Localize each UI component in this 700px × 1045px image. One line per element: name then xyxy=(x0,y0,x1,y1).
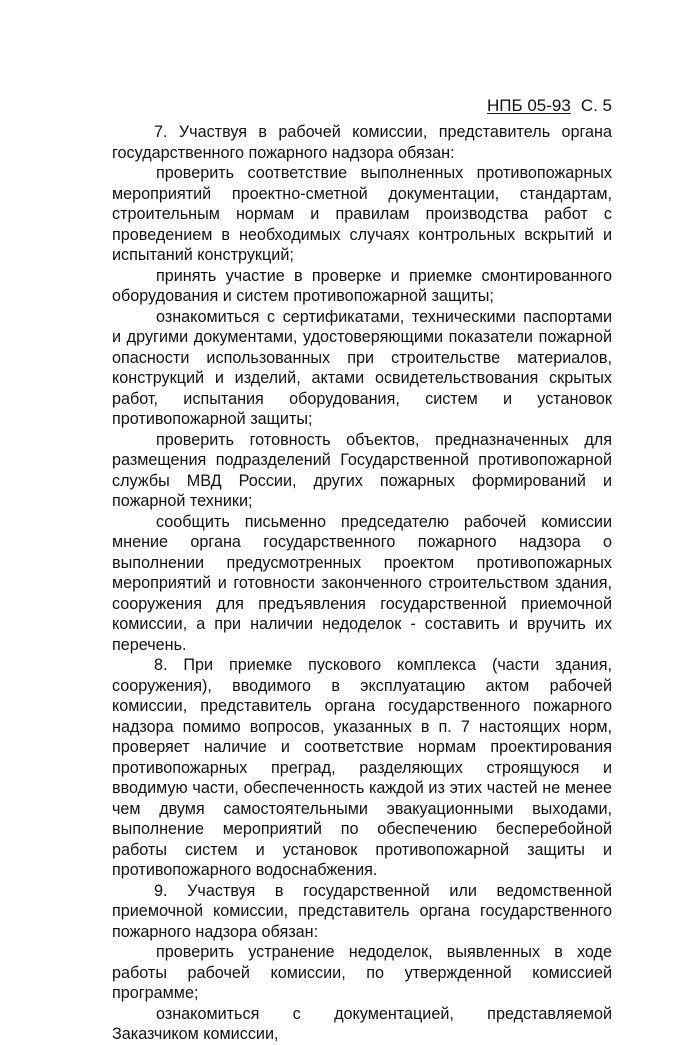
paragraph-7-item-1: проверить соответствие выполненных противопожарных мероприятий проектно-сметной документации, стандартам, строительным нормам и правилам производства работ с проведением в необходимых случаях контрольных вскрытий и испытаний конструкций; xyxy=(112,164,612,264)
paragraph-9: 9. Участвуя в государственной или ведомственной приемочной комиссии, представитель органа государственного пожарного надзора обязан: xyxy=(112,881,612,941)
paragraph-7: 7. Участвуя в рабочей комиссии, представитель органа государственного пожарного надзора обязан: xyxy=(112,123,612,162)
paragraph-9-item-2: ознакомиться с документацией, представляемой Заказчиком комиссии, xyxy=(112,1004,612,1043)
paragraph-7-item-2: принять участие в проверке и приемке смонтированного оборудования и систем противопожарной защиты; xyxy=(112,266,612,305)
paragraph-7-item-4: проверить готовность объектов, предназначенных для размещения подразделений Государственной противопожарной службы МВД России, других пожарных формирований и пожарной техники; xyxy=(112,430,612,510)
paragraph-8: 8. При приемке пускового комплекса (части здания, сооружения), вводимого в эксплуатацию актом рабочей комиссии, представитель органа государственного пожарного надзора помимо вопросов, указанных в п. 7 настоящих норм, проверяет наличие и соответствие нормам проектирования противопожарных преград, разделяющих строящуюся и вводимую части, обеспеченность каждой из этих частей не менее чем двумя самостоятельными эвакуационными выходами, выполнение мероприятий по обеспечению бесперебойной работы систем и установок противопожарной защиты и противопожарного водоснабжения. xyxy=(112,656,612,879)
page-header xyxy=(112,96,612,116)
paragraph-9-item-1: проверить устранение недоделок, выявленных в ходе работы рабочей комиссии, по утвержденной комиссией программе; xyxy=(112,943,612,1002)
document-body xyxy=(112,122,612,1045)
page-number: С. 5 xyxy=(580,96,612,115)
paragraph-7-item-3: ознакомиться с сертификатами, техническими паспортами и другими документами, удостоверяющими показатели пожарной опасности использованных при строительстве материалов, конструкций и изделий, актами освидетельствования скрытых работ, испытания оборудования, систем и установок противопожарной защиты; xyxy=(112,307,612,428)
document-code: НПБ 05-93 xyxy=(486,96,571,115)
paragraph-7-item-5: сообщить письменно председателю рабочей комиссии мнение органа государственного пожарного надзора о выполнении предусмотренных проектом противопожарных мероприятий и готовности законченного строительством здания, сооружения для предъявления государственной приемочной комиссии, а при наличии недоделок - составить и вручить их перечень. xyxy=(112,512,612,654)
